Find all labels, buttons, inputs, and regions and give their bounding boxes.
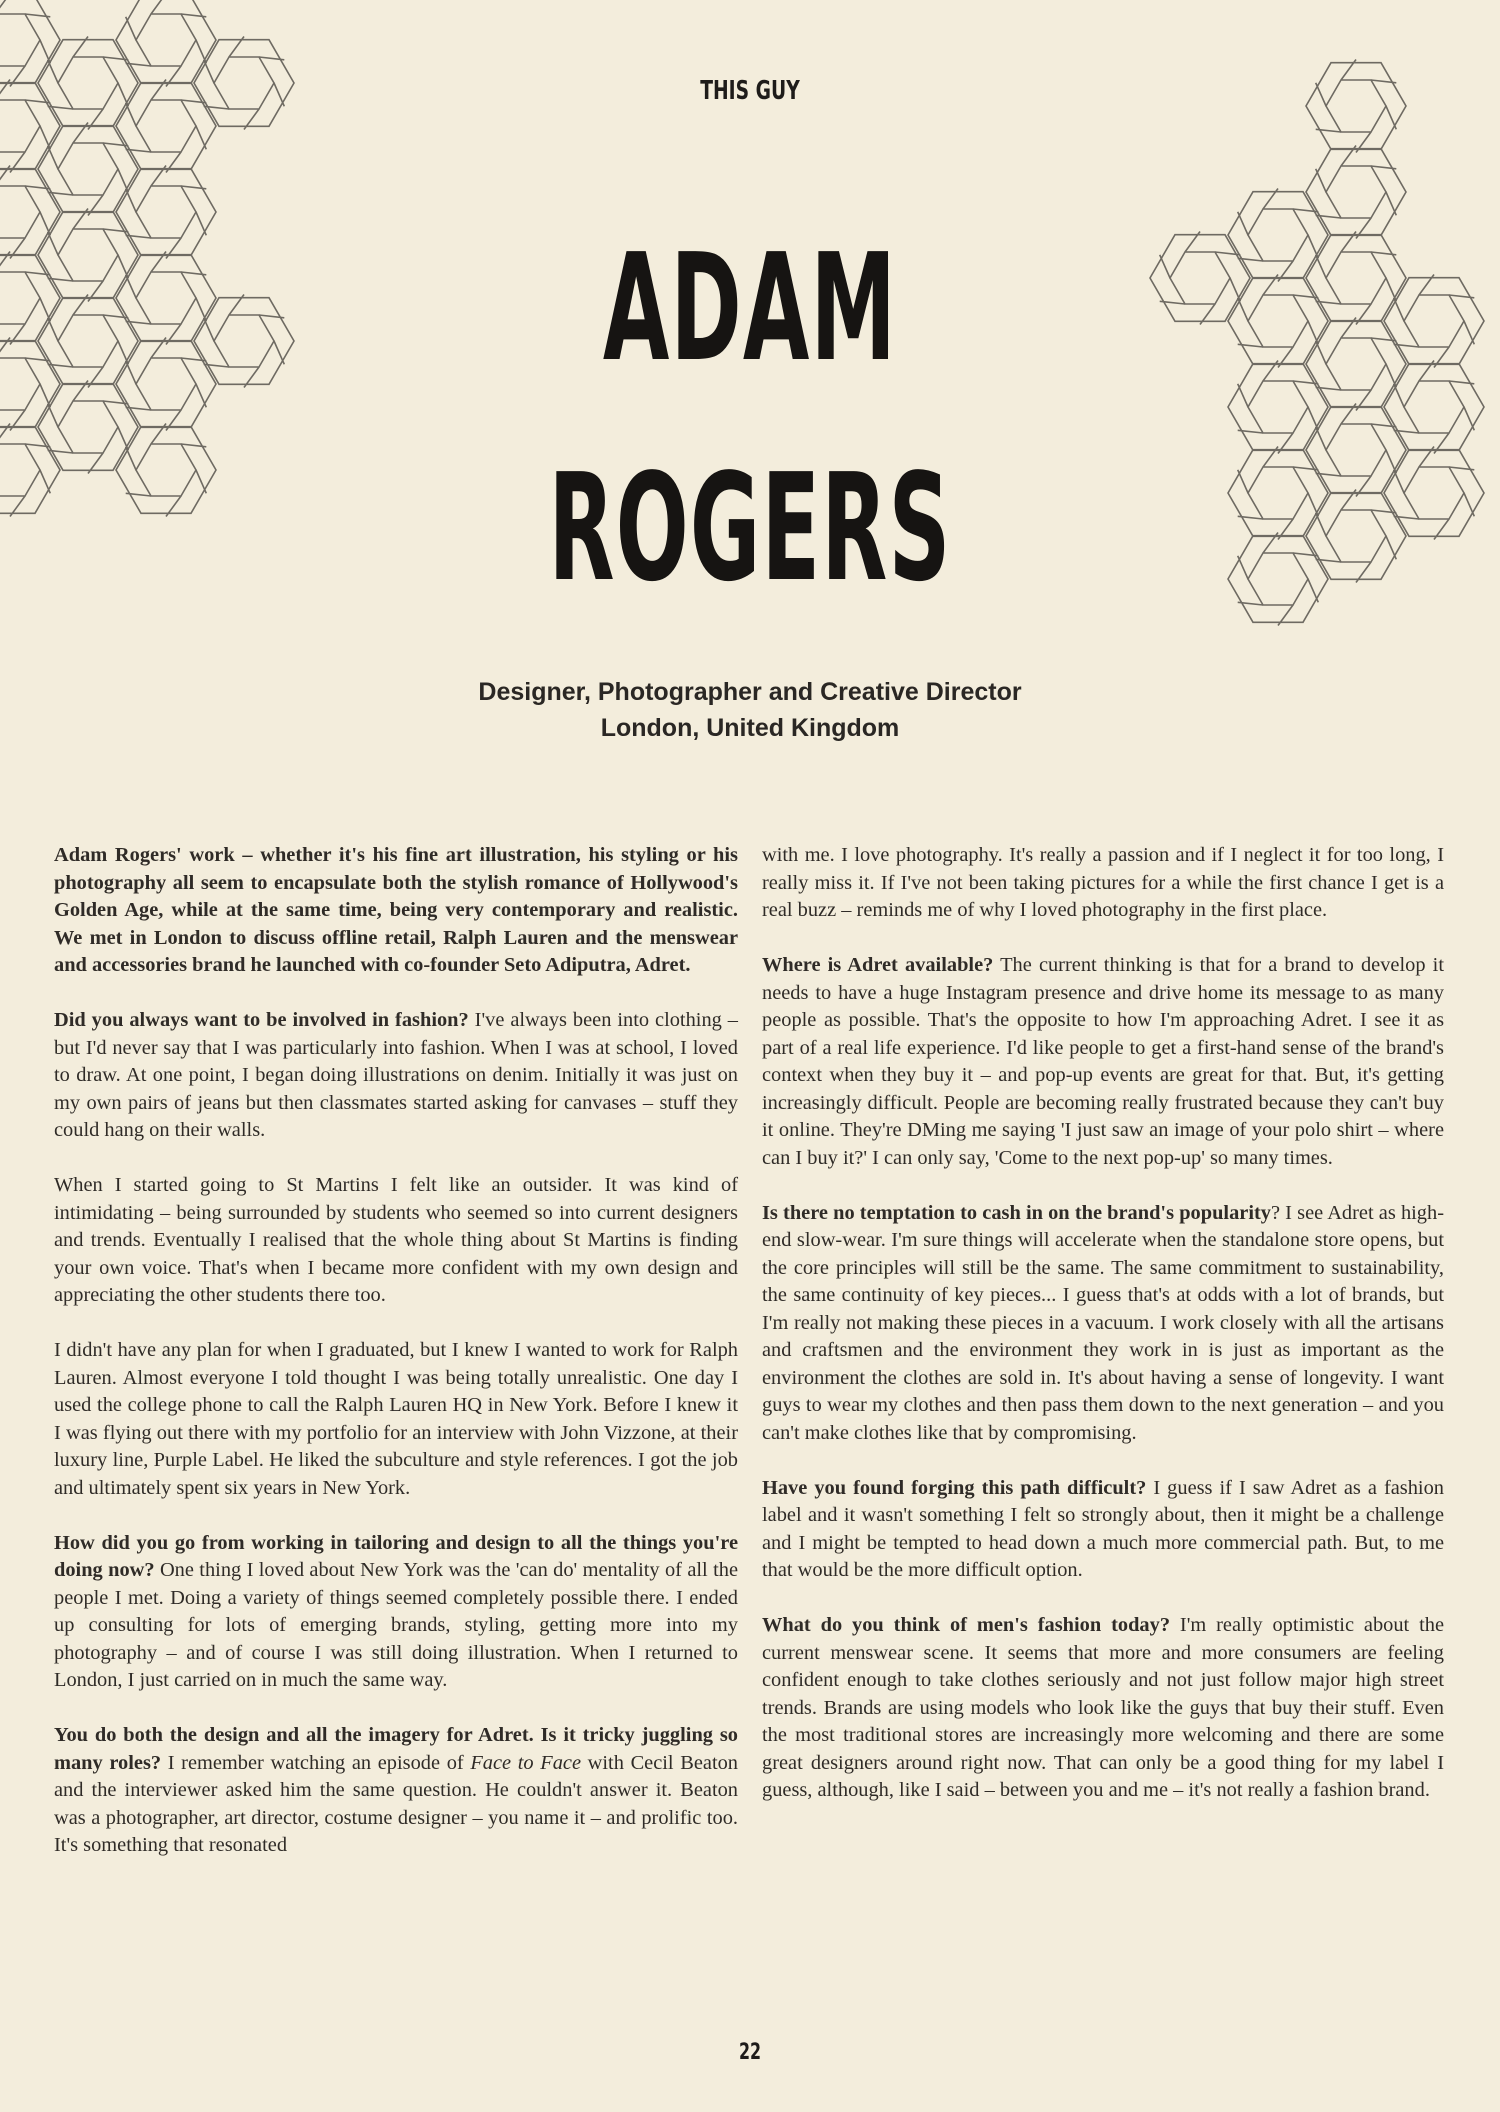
page-number: 22: [738, 2040, 762, 2065]
hexagon-facet-line: [1238, 384, 1248, 407]
qa-paragraph: [762, 1612, 1444, 1805]
article-column-right: [762, 842, 1444, 1832]
hexagon-facet-line: [1464, 407, 1474, 430]
hexagon-facet-line: [126, 447, 136, 470]
hexagon-facet-line: [1316, 255, 1326, 278]
answer: I guess if I saw Adret as a fashion label and it wasn't something I felt so strongly about, then it might be a challenge and I might be tempted to head down a much more commercial path. But, to me that would be the more difficult option.: [762, 1476, 1444, 1581]
question: What do you think of men's fashion today?: [762, 1614, 1171, 1636]
hexagon-inner-shape: [136, 272, 196, 324]
hexagon-facet-line: [48, 60, 58, 83]
hexagon-inner-shape: [136, 14, 196, 66]
question: How did you go from working in tailoring and design to all the things you're doing now?: [54, 1531, 738, 1581]
page-title-line-2: ROGERS: [548, 442, 952, 614]
hexagon-facet-line: [1386, 278, 1396, 301]
hexagon-shape: [0, 83, 60, 170]
hexagon-facet-line: [1386, 106, 1396, 129]
hexagon-facet-line: [1238, 298, 1248, 321]
body-paragraph: with me. I love photography. It's really a passion and if I neglect it for too long, I really miss it. If I've not been taking pictures for a while the first chance I get is a real buzz – reminds me of why I loved photography in the first place.: [762, 844, 1444, 921]
hexagon-facet-line: [40, 470, 50, 493]
hexagon-facet-line: [126, 103, 136, 126]
hexagon-facet-line: [1308, 321, 1318, 344]
qa-paragraph: [762, 1200, 1444, 1448]
qa-paragraph: [54, 1007, 738, 1145]
section-label: THIS GUY: [700, 76, 800, 106]
hexagon-facet-line: [40, 384, 50, 407]
answer: I've always been into clothing – but I'd never say that I was particularly into fashion. When I was at school, I loved to draw. At one point, I began doing illustrations on denim. Initially it was just on my own pairs of jeans but then classmates started asking for canvases – stuff they could hang on their walls.: [54, 1009, 738, 1141]
hexagon-facet-line: [1386, 450, 1396, 473]
hexagon-facet-line: [1464, 493, 1474, 516]
hexagon-facet-line: [1386, 192, 1396, 215]
hexagon-facet-line: [1238, 556, 1248, 579]
hexagon-facet-line: [1238, 470, 1248, 493]
hexagon-inner-shape: [1248, 295, 1308, 347]
body-paragraph: When I started going to St Martins I felt like an outsider. It was kind of intimidating – being surrounded by students who seemed so into current designers and trends. Eventually I realised that the whole thing about St Martins is finding your own voice. That's when I became more confident with my own design and appreciating the other students there too.: [54, 1174, 738, 1306]
hexagon-inner-shape: [1248, 467, 1308, 519]
hexagon-inner-shape: [1326, 252, 1386, 304]
question: Where is Adret available?: [762, 954, 994, 976]
hexagon-inner-shape: [214, 315, 274, 367]
question: Is there no temptation to cash in on the brand's popularity: [762, 1201, 1271, 1224]
hexagon-facet-line: [1394, 298, 1404, 321]
hexagon-facet-line: [118, 83, 128, 106]
hexagon-inner-shape: [0, 186, 40, 238]
hexagon-facet-line: [1308, 235, 1318, 258]
hexagon-facet-line: [1308, 493, 1318, 516]
hexagon-shape: [0, 427, 60, 514]
show-title: Face to Face: [470, 1751, 582, 1774]
hexagon-facet-line: [40, 40, 50, 63]
hexagon-facet-line: [196, 212, 206, 235]
hexagon-facet-line: [0, 0, 10, 14]
hexagon-facet-line: [118, 341, 128, 364]
hexagon-inner-shape: [1248, 209, 1308, 261]
hexagon-inner-shape: [1248, 381, 1308, 433]
hexagon-inner-shape: [136, 444, 196, 496]
hexagon-inner-shape: [1404, 295, 1464, 347]
hexagon-facet-line: [1386, 364, 1396, 387]
hexagon-facet-line: [1308, 407, 1318, 430]
answer-continued: with Cecil Beaton and the interviewer asked him the same question. He couldn't answer it. Beaton was a photographer, art director, costume designer – you name it – and prolific too. It's something that resonated: [54, 1751, 738, 1856]
hexagon-facet-line: [196, 40, 206, 63]
hexagon-facet-line: [1238, 212, 1248, 235]
hexagon-facet-line: [1316, 169, 1326, 192]
hexagon-inner-shape: [1326, 80, 1386, 132]
answer: ? I see Adret as high-end slow-wear. I'm sure things will accelerate when the standalone store opens, but the core principles will still be the same. The same commitment to sustainability, the same continuity of key pieces... I guess that's at odds with a lot of brands, but I'm really not making these pieces in a vacuum. I work closely with all the artisans and craftsmen and the environment they work in is just as important as the environment the clothes are sold in. It's about having a sense of longevity. I want guys to wear my clothes and then pass them down to the next generation – and you can't make clothes like that by compromising.: [762, 1201, 1444, 1444]
hexagon-facet-line: [118, 255, 128, 278]
answer: One thing I loved about New York was the 'can do' mentality of all the people I met. Doing a variety of things seemed completely possible there. I ended up consulting for lots of emerging brands, styling, getting more into my photography – and of course I was still doing illustration. When I returned to London, I just carried on in much the same way.: [54, 1559, 738, 1691]
hexagon-inner-shape: [58, 229, 118, 281]
intro-paragraph: Adam Rogers' work – whether it's his fine art illustration, his styling or his photography all seem to encapsulate both the stylish romance of Hollywood's Golden Age, while at the same time, being very contemporary and realistic. We met in London to discuss offline retail, Ralph Lauren and the menswear and accessories brand he launched with co-founder Seto Adiputra, Adret.: [54, 844, 738, 976]
hexagon-inner-shape: [136, 358, 196, 410]
hexagon-facet-line: [1316, 513, 1326, 536]
hexagon-inner-shape: [1326, 338, 1386, 390]
hexagon-facet-line: [40, 298, 50, 321]
hexagon-facet-line: [1394, 384, 1404, 407]
hexagon-facet-line: [48, 318, 58, 341]
hexagon-shape: [0, 341, 60, 428]
body-paragraph: I didn't have any plan for when I graduated, but I knew I wanted to work for Ralph Lauren. Almost everyone I told thought I was being totally unrealistic. One day I used the college phone to call the Ralph Lauren HQ in New York. Before I knew it I was flying out there with my portfolio for an interview with John Vizzone, at their luxury line, Purple Label. He liked the subculture and style references. I got the job and ultimately spent six years in New York.: [54, 1339, 738, 1499]
qa-paragraph: [762, 1475, 1444, 1585]
question: Have you found forging this path difficult?: [762, 1476, 1147, 1499]
hexagon-inner-shape: [136, 186, 196, 238]
hexagon-inner-shape: [58, 401, 118, 453]
hexagon-facet-line: [118, 427, 128, 450]
hexagon-facet-line: [118, 169, 128, 192]
hexagon-facet-line: [274, 341, 284, 364]
hexagon-facet-line: [1308, 579, 1318, 602]
hexagon-facet-line: [196, 298, 206, 321]
hexagon-inner-shape: [0, 272, 40, 324]
page-title-line-1: ADAM: [602, 222, 898, 394]
hexagon-facet-line: [126, 361, 136, 384]
hexagon-facet-line: [126, 189, 136, 212]
hexagon-inner-shape: [1404, 381, 1464, 433]
hexagon-shape: [0, 0, 60, 83]
hexagon-facet-line: [151, 0, 166, 14]
hexagon-shape: [0, 169, 60, 256]
hexagon-facet-line: [40, 126, 50, 149]
hexagon-inner-shape: [1326, 166, 1386, 218]
hexagon-facet-line: [48, 404, 58, 427]
hexagon-inner-shape: [58, 143, 118, 195]
hexagon-facet-line: [204, 318, 214, 341]
qa-paragraph: [54, 1722, 738, 1860]
hexagon-facet-line: [48, 146, 58, 169]
hexagon-facet-line: [1386, 536, 1396, 559]
subtitle-role: Designer, Photographer and Creative Director: [478, 678, 1022, 706]
hexagon-facet-line: [126, 275, 136, 298]
question: Did you always want to be involved in fashion?: [54, 1009, 469, 1031]
hexagon-facet-line: [1316, 427, 1326, 450]
qa-paragraph: [54, 1530, 738, 1695]
hexagon-facet-line: [40, 212, 50, 235]
hexagon-facet-line: [196, 470, 206, 493]
hexagon-inner-shape: [136, 100, 196, 152]
hexagon-facet-line: [126, 17, 136, 40]
answer: I remember watching an episode of: [161, 1751, 471, 1774]
hexagon-inner-shape: [0, 358, 40, 410]
hexagon-shape: [1306, 63, 1406, 150]
hexagon-inner-shape: [1326, 510, 1386, 562]
hexagon-inner-shape: [1248, 553, 1308, 605]
hexagon-facet-line: [1464, 321, 1474, 344]
hexagon-inner-shape: [1326, 424, 1386, 476]
hexagon-inner-shape: [58, 57, 118, 109]
hexagon-inner-shape: [0, 444, 40, 496]
qa-paragraph: [762, 952, 1444, 1172]
hexagon-inner-shape: [58, 315, 118, 367]
subtitle-location: London, United Kingdom: [600, 714, 900, 742]
answer: I'm really optimistic about the current menswear scene. It seems that more and more consumers are feeling confident enough to take clothes seriously and not just follow major high street trends. Brands are using models who look like the guys that buy their stuff. Even the most traditional stores are increasingly more welcoming and there are some great designers around right now. That can only be a good thing for my label I guess, although, like I said – between you and me – it's not really a fashion brand.: [762, 1614, 1444, 1801]
answer: The current thinking is that for a brand to develop it needs to have a huge Instagram presence and drive home its message to as many people as possible. That's the opposite to how I'm approaching Adret. I see it as part of a real life experience. I'd like people to get a first-hand sense of the brand's context when they buy it – and pop-up events are great for that. But, it's getting increasingly difficult. People are becoming really frustrated because they can't buy it online. They're DMing me saying 'I just saw an image of your polo shirt – where can I buy it?' I can only say, 'Come to the next pop-up' so many times.: [762, 954, 1444, 1169]
hexagon-inner-shape: [0, 100, 40, 152]
hexagon-inner-shape: [0, 14, 40, 66]
question: You do both the design and all the imagery for Adret. Is it tricky juggling so many roles?: [54, 1724, 738, 1774]
hexagon-facet-line: [196, 126, 206, 149]
hexagon-shape: [0, 255, 60, 342]
hexagon-facet-line: [196, 384, 206, 407]
article-column-left: [54, 842, 738, 1887]
hexagon-inner-shape: [1404, 467, 1464, 519]
hexagon-facet-line: [1230, 278, 1240, 301]
hexagon-facet-line: [48, 232, 58, 255]
hexagon-facet-line: [1316, 83, 1326, 106]
hexagon-facet-line: [1394, 470, 1404, 493]
hexagon-facet-line: [1316, 341, 1326, 364]
